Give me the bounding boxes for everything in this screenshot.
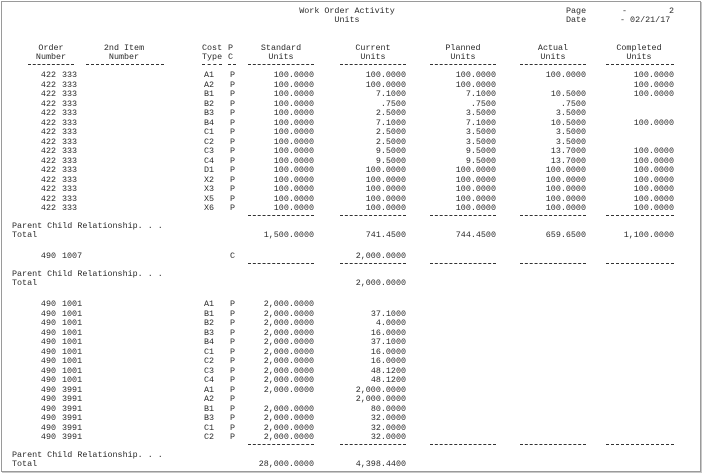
item-cell: 1001 — [62, 346, 83, 357]
total-current-cell: 4,398.4400 — [355, 459, 406, 469]
order-cell: 490 — [40, 375, 56, 385]
item-cell: 333 — [62, 146, 78, 156]
completed-units-header-2: Units — [626, 52, 652, 62]
current-units-header-1: Current — [355, 43, 391, 53]
order-cell: 422 — [40, 184, 56, 194]
order-cell: 490 — [40, 356, 56, 366]
pc-cell: P — [230, 394, 236, 404]
current-cell: 100.0000 — [365, 165, 406, 175]
parent-child-relationship-label: Parent Child Relationship. . . — [12, 268, 163, 279]
item-cell: 1001 — [62, 327, 83, 338]
subtotal-underline — [340, 263, 406, 264]
order-cell: 490 — [40, 365, 56, 376]
actual-cell: 10.5000 — [550, 117, 586, 128]
current-cell: 16.0000 — [370, 346, 406, 357]
order-number-header-2: Number — [35, 52, 67, 62]
cost-cell: X2 — [204, 174, 215, 185]
planned-cell: 100.0000 — [455, 193, 496, 204]
item-cell: 3991 — [62, 394, 83, 404]
pc-header-2: C — [228, 52, 234, 62]
order-cell: 422 — [40, 146, 56, 156]
standard-cell: 2,000.0000 — [263, 403, 314, 414]
header-underline — [430, 64, 496, 65]
item-cell: 333 — [62, 108, 78, 118]
subtotal-underline — [340, 444, 406, 445]
item-cell: 333 — [62, 89, 78, 99]
pc-cell: P — [230, 89, 236, 99]
current-cell: 9.5000 — [375, 155, 406, 166]
pc-cell: P — [230, 413, 236, 423]
cost-cell: C3 — [204, 365, 215, 376]
standard-cell: 2,000.0000 — [263, 365, 314, 376]
standard-cell: 100.0000 — [273, 89, 314, 99]
order-cell: 422 — [40, 117, 56, 128]
standard-units-header-2: Units — [268, 52, 294, 62]
completed-cell: 100.0000 — [633, 184, 674, 194]
order-cell: 490 — [40, 337, 56, 347]
item-cell: 3991 — [62, 413, 83, 423]
cost-cell: C4 — [204, 155, 215, 166]
cost-cell: A1 — [204, 299, 215, 309]
total-completed-cell: 1,100.0000 — [623, 230, 674, 240]
order-cell: 490 — [40, 251, 56, 261]
pc-cell: P — [230, 403, 236, 414]
completed-cell: 100.0000 — [633, 79, 674, 90]
header-underline — [520, 64, 586, 65]
cost-cell: A1 — [204, 384, 215, 395]
cost-cell: B3 — [204, 413, 215, 423]
order-number-header-1: Order — [38, 43, 64, 53]
current-cell: 2,000.0000 — [355, 394, 406, 404]
pc-cell: P — [230, 155, 236, 166]
actual-cell: 3.5000 — [555, 108, 586, 118]
standard-cell: 2,000.0000 — [263, 318, 314, 328]
item-cell: 1001 — [62, 318, 83, 328]
pc-header-1: P — [228, 43, 234, 53]
standard-cell: 2,000.0000 — [263, 432, 314, 442]
subtotal-underline — [340, 215, 406, 216]
actual-cell: 3.5000 — [555, 127, 586, 137]
work-order-activity-report — [1, 1, 701, 472]
total-actual-cell: 659.6500 — [545, 230, 586, 240]
header-underline — [228, 64, 236, 65]
pc-cell: P — [230, 98, 236, 109]
actual-cell: 100.0000 — [545, 165, 586, 175]
standard-cell: 2,000.0000 — [263, 422, 314, 433]
planned-cell: 3.5000 — [465, 136, 496, 147]
cost-cell: A1 — [204, 70, 215, 80]
planned-cell: 3.5000 — [465, 108, 496, 118]
subtotal-underline — [430, 444, 496, 445]
order-cell: 490 — [40, 422, 56, 433]
current-cell: .7500 — [380, 98, 406, 109]
order-cell: 422 — [40, 98, 56, 109]
item-cell: 1007 — [62, 251, 83, 261]
current-cell: 16.0000 — [370, 356, 406, 366]
pc-cell: P — [230, 203, 236, 213]
actual-cell: 100.0000 — [545, 184, 586, 194]
item-cell: 333 — [62, 127, 78, 137]
planned-cell: 100.0000 — [455, 70, 496, 80]
parent-child-relationship-label: Parent Child Relationship. . . — [12, 220, 163, 231]
pc-cell: P — [230, 127, 236, 137]
pc-cell: P — [230, 79, 236, 90]
pc-cell: P — [230, 146, 236, 156]
page-number: 2 — [668, 6, 674, 16]
item-cell: 1001 — [62, 299, 83, 309]
current-cell: 37.1000 — [370, 308, 406, 319]
cost-cell: B3 — [204, 327, 215, 338]
current-cell: 7.1000 — [375, 89, 406, 99]
current-cell: 2.5000 — [375, 108, 406, 118]
subtotal-underline — [430, 263, 496, 264]
current-cell: 100.0000 — [365, 174, 406, 185]
cost-type-header-1: Cost — [202, 43, 223, 53]
completed-cell: 100.0000 — [633, 146, 674, 156]
standard-cell: 100.0000 — [273, 127, 314, 137]
item-cell: 3991 — [62, 432, 83, 442]
subtotal-underline — [520, 215, 586, 216]
item-cell: 333 — [62, 165, 78, 175]
cost-cell: B1 — [204, 308, 215, 319]
subtotal-underline — [248, 444, 314, 445]
standard-cell: 100.0000 — [273, 117, 314, 128]
order-cell: 422 — [40, 136, 56, 147]
total-planned-cell: 744.4500 — [455, 230, 496, 240]
order-cell: 490 — [40, 346, 56, 357]
cost-cell: X3 — [204, 184, 215, 194]
subtotal-underline — [520, 444, 586, 445]
standard-cell: 2,000.0000 — [263, 356, 314, 366]
actual-cell: 13.7000 — [550, 146, 586, 156]
completed-cell: 100.0000 — [633, 155, 674, 166]
pc-cell: P — [230, 422, 236, 433]
order-cell: 422 — [40, 70, 56, 80]
item-cell: 333 — [62, 136, 78, 147]
page-separator: - — [622, 6, 628, 16]
total-standard-cell: 28,000.0000 — [258, 459, 314, 469]
cost-cell: B3 — [204, 108, 215, 118]
order-cell: 422 — [40, 203, 56, 213]
item-cell: 333 — [62, 193, 78, 204]
cost-cell: X5 — [204, 193, 215, 204]
planned-units-header-2: Units — [450, 52, 476, 62]
cost-cell: B4 — [204, 117, 215, 128]
standard-cell: 2,000.0000 — [263, 375, 314, 385]
pc-cell: P — [230, 346, 236, 357]
current-cell: 80.0000 — [370, 403, 406, 414]
cost-cell: C2 — [204, 432, 215, 442]
item-cell: 1001 — [62, 308, 83, 319]
total-label: Total — [12, 459, 38, 469]
subtotal-underline — [430, 215, 496, 216]
cost-cell: C1 — [204, 422, 215, 433]
planned-cell: 7.1000 — [465, 117, 496, 128]
item-cell: 333 — [62, 117, 78, 128]
actual-units-header-2: Units — [540, 52, 566, 62]
cost-cell: B1 — [204, 89, 215, 99]
cost-cell: A2 — [204, 394, 215, 404]
pc-cell: P — [230, 432, 236, 442]
subtotal-underline — [606, 263, 674, 264]
actual-cell: 100.0000 — [545, 193, 586, 204]
pc-cell: P — [230, 193, 236, 204]
item-cell: 333 — [62, 203, 78, 213]
order-cell: 422 — [40, 127, 56, 137]
planned-cell: 100.0000 — [455, 174, 496, 185]
standard-cell: 100.0000 — [273, 155, 314, 166]
item-cell: 3991 — [62, 384, 83, 395]
total-current-cell: 2,000.0000 — [355, 278, 406, 288]
current-cell: 48.1200 — [370, 365, 406, 376]
standard-cell: 100.0000 — [273, 108, 314, 118]
order-cell: 490 — [40, 403, 56, 414]
item-cell: 1001 — [62, 375, 83, 385]
current-cell: 32.0000 — [370, 413, 406, 423]
current-cell: 2,000.0000 — [355, 384, 406, 395]
date-value: - 02/21/17 — [620, 15, 671, 25]
pc-cell: P — [230, 308, 236, 319]
standard-cell: 100.0000 — [273, 165, 314, 175]
current-cell: 48.1200 — [370, 375, 406, 385]
item-cell: 333 — [62, 98, 78, 109]
item-cell: 1001 — [62, 365, 83, 376]
pc-cell: P — [230, 117, 236, 128]
actual-cell: 100.0000 — [545, 203, 586, 213]
actual-cell: 3.5000 — [555, 136, 586, 147]
cost-type-header-2: Type — [202, 52, 223, 62]
current-cell: 2.5000 — [375, 136, 406, 147]
item-cell: 333 — [62, 184, 78, 194]
standard-cell: 2,000.0000 — [263, 299, 314, 309]
planned-cell: 9.5000 — [465, 155, 496, 166]
total-label: Total — [12, 230, 38, 240]
pc-cell: P — [230, 327, 236, 338]
standard-cell: 100.0000 — [273, 70, 314, 80]
order-cell: 422 — [40, 165, 56, 175]
planned-units-header-1: Planned — [445, 43, 481, 53]
cost-cell: C1 — [204, 346, 215, 357]
current-cell: 100.0000 — [365, 70, 406, 80]
cost-cell: B2 — [204, 318, 215, 328]
cost-cell: X6 — [204, 203, 215, 213]
standard-units-header-1: Standard — [260, 43, 302, 53]
current-cell: 100.0000 — [365, 184, 406, 194]
current-cell: 32.0000 — [370, 432, 406, 442]
actual-cell: 10.5000 — [550, 89, 586, 99]
total-standard-cell: 1,500.0000 — [263, 230, 314, 240]
standard-cell: 100.0000 — [273, 98, 314, 109]
cost-cell: C2 — [204, 136, 215, 147]
order-cell: 422 — [40, 174, 56, 185]
item-cell: 333 — [62, 174, 78, 185]
subtotal-underline — [606, 215, 674, 216]
header-underline — [606, 64, 674, 65]
order-cell: 490 — [40, 432, 56, 442]
actual-cell: 100.0000 — [545, 174, 586, 185]
standard-cell: 100.0000 — [273, 203, 314, 213]
standard-cell: 2,000.0000 — [263, 384, 314, 395]
pc-cell: P — [230, 299, 236, 309]
item-cell: 3991 — [62, 403, 83, 414]
current-cell: 4.0000 — [375, 318, 406, 328]
header-underline — [202, 64, 222, 65]
item-number-header-2: Number — [108, 52, 140, 62]
standard-cell: 2,000.0000 — [263, 413, 314, 423]
item-cell: 1001 — [62, 356, 83, 366]
actual-cell: .7500 — [560, 98, 586, 109]
pc-cell: P — [230, 70, 236, 80]
order-cell: 490 — [40, 327, 56, 338]
pc-cell: P — [230, 108, 236, 118]
standard-cell: 100.0000 — [273, 146, 314, 156]
standard-cell: 100.0000 — [273, 193, 314, 204]
order-cell: 490 — [40, 318, 56, 328]
current-cell: 100.0000 — [365, 193, 406, 204]
current-cell: 100.0000 — [365, 79, 406, 90]
item-cell: 3991 — [62, 422, 83, 433]
order-cell: 490 — [40, 308, 56, 319]
order-cell: 490 — [40, 299, 56, 309]
page-label: Page — [566, 6, 587, 16]
completed-cell: 100.0000 — [633, 89, 674, 99]
cost-cell: C1 — [204, 127, 215, 137]
completed-cell: 100.0000 — [633, 165, 674, 175]
report-subtitle: Units — [334, 15, 360, 25]
order-cell: 422 — [40, 155, 56, 166]
total-label: Total — [12, 278, 38, 288]
order-cell: 490 — [40, 394, 56, 404]
current-cell: 37.1000 — [370, 337, 406, 347]
completed-cell: 100.0000 — [633, 193, 674, 204]
item-cell: 333 — [62, 155, 78, 166]
order-cell: 422 — [40, 193, 56, 204]
header-underline — [248, 64, 314, 65]
pc-cell: P — [230, 184, 236, 194]
cost-cell: A2 — [204, 79, 215, 90]
completed-cell: 100.0000 — [633, 203, 674, 213]
header-underline — [28, 64, 74, 65]
current-units-header-2: Units — [360, 52, 386, 62]
subtotal-underline — [248, 215, 314, 216]
cost-cell: C2 — [204, 356, 215, 366]
item-number-header-1: 2nd Item — [103, 43, 145, 53]
standard-cell: 100.0000 — [273, 79, 314, 90]
pc-cell: P — [230, 136, 236, 147]
planned-cell: .7500 — [470, 98, 496, 109]
order-cell: 422 — [40, 108, 56, 118]
standard-cell: 100.0000 — [273, 174, 314, 185]
cost-cell: D1 — [204, 165, 215, 175]
item-cell: 333 — [62, 79, 78, 90]
total-current-cell: 741.4500 — [365, 230, 406, 240]
cost-cell: B2 — [204, 98, 215, 109]
pc-cell: C — [230, 251, 236, 261]
actual-units-header-1: Actual — [537, 43, 569, 53]
pc-cell: P — [230, 337, 236, 347]
planned-cell: 9.5000 — [465, 146, 496, 156]
completed-cell: 100.0000 — [633, 70, 674, 80]
order-cell: 490 — [40, 413, 56, 423]
subtotal-underline — [520, 263, 586, 264]
report-title: Work Order Activity — [299, 6, 395, 16]
completed-cell: 100.0000 — [633, 117, 674, 128]
pc-cell: P — [230, 318, 236, 328]
cost-cell: C3 — [204, 146, 215, 156]
pc-cell: P — [230, 375, 236, 385]
standard-cell: 2,000.0000 — [263, 308, 314, 319]
item-cell: 333 — [62, 70, 78, 80]
cost-cell: C4 — [204, 375, 215, 385]
planned-cell: 7.1000 — [465, 89, 496, 99]
parent-child-relationship-label: Parent Child Relationship. . . — [12, 449, 163, 460]
current-cell: 2.5000 — [375, 127, 406, 137]
standard-cell: 100.0000 — [273, 136, 314, 147]
planned-cell: 100.0000 — [455, 165, 496, 175]
pc-cell: P — [230, 165, 236, 175]
standard-cell: 100.0000 — [273, 184, 314, 194]
pc-cell: P — [230, 174, 236, 185]
current-cell: 9.5000 — [375, 146, 406, 156]
item-cell: 1001 — [62, 337, 83, 347]
actual-cell: 13.7000 — [550, 155, 586, 166]
pc-cell: P — [230, 356, 236, 366]
header-underline — [340, 64, 406, 65]
actual-cell: 100.0000 — [545, 70, 586, 80]
subtotal-underline — [248, 263, 314, 264]
header-underline — [86, 64, 164, 65]
date-label: Date — [566, 15, 587, 25]
planned-cell: 100.0000 — [455, 79, 496, 90]
subtotal-underline — [606, 444, 674, 445]
current-cell: 16.0000 — [370, 327, 406, 338]
current-cell: 2,000.0000 — [355, 251, 406, 261]
planned-cell: 3.5000 — [465, 127, 496, 137]
current-cell: 32.0000 — [370, 422, 406, 433]
order-cell: 490 — [40, 384, 56, 395]
cost-cell: B4 — [204, 337, 215, 347]
standard-cell: 2,000.0000 — [263, 327, 314, 338]
current-cell: 100.0000 — [365, 203, 406, 213]
order-cell: 422 — [40, 89, 56, 99]
planned-cell: 100.0000 — [455, 203, 496, 213]
pc-cell: P — [230, 384, 236, 395]
cost-cell: B1 — [204, 403, 215, 414]
completed-cell: 100.0000 — [633, 174, 674, 185]
standard-cell: 2,000.0000 — [263, 346, 314, 357]
order-cell: 422 — [40, 79, 56, 90]
pc-cell: P — [230, 365, 236, 376]
completed-units-header-1: Completed — [616, 43, 662, 53]
planned-cell: 100.0000 — [455, 184, 496, 194]
standard-cell: 2,000.0000 — [263, 337, 314, 347]
current-cell: 7.1000 — [375, 117, 406, 128]
